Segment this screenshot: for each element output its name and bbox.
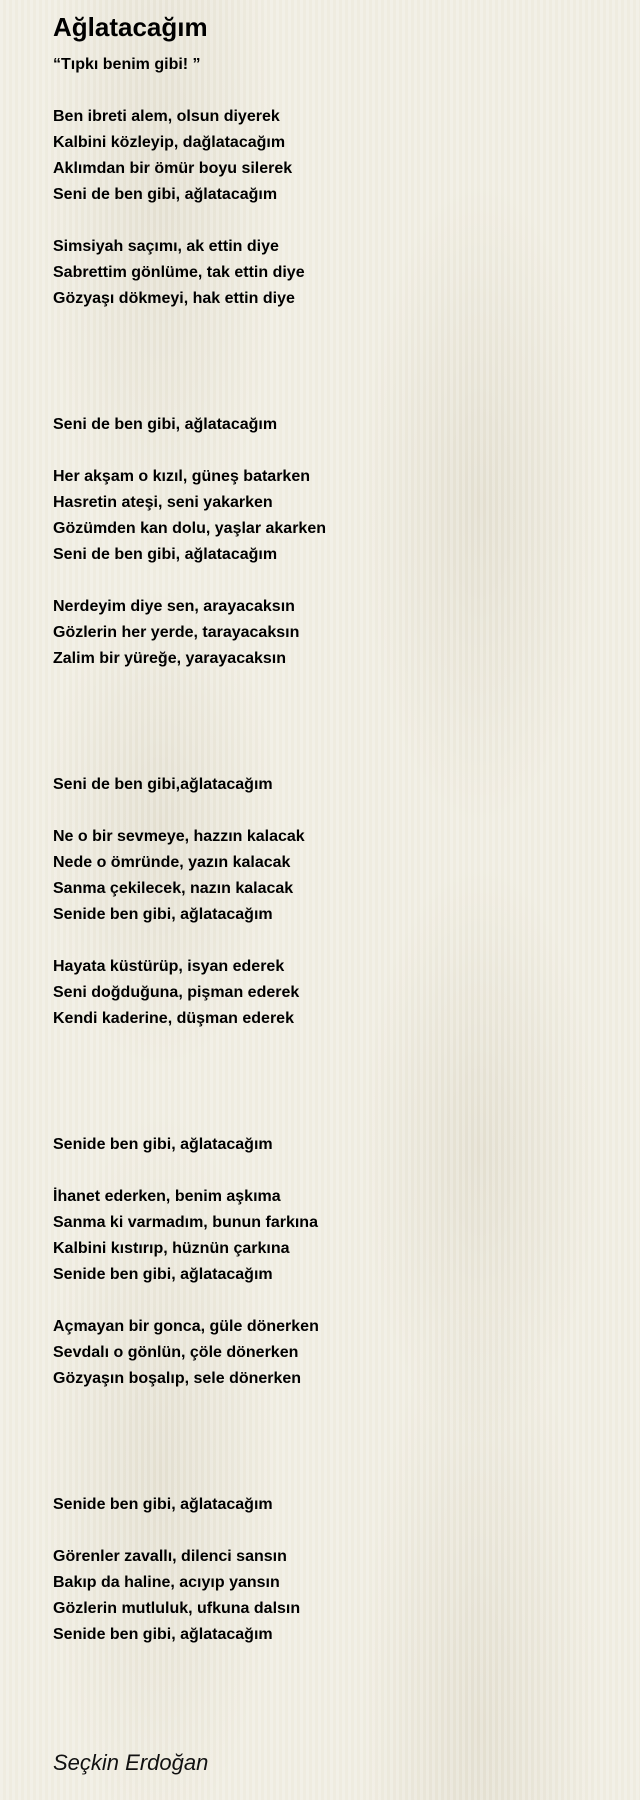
- stanza-spacer: [53, 1518, 613, 1544]
- stanza-spacer: [53, 672, 613, 772]
- poem-line: Kendi kaderine, düşman ederek: [53, 1010, 294, 1027]
- poem-body: [53, 104, 613, 1748]
- stanza: [53, 104, 613, 208]
- poem-line: Ne o bir sevmeye, hazzın kalacak: [53, 828, 305, 845]
- poem-line: Senide ben gibi, ağlatacağım: [53, 1626, 273, 1643]
- stanza: [53, 1314, 613, 1392]
- poem-line: Senide ben gibi, ağlatacağım: [53, 1496, 273, 1513]
- poem-line: Sabrettim gönlüme, tak ettin diye: [53, 264, 305, 281]
- poem-dedication: “Tıpkı benim gibi! ”: [53, 56, 201, 73]
- poem-line: Nerdeyim diye sen, arayacaksın: [53, 598, 295, 615]
- stanza-spacer: [53, 1288, 613, 1314]
- stanza-spacer: [53, 438, 613, 464]
- stanza: [53, 954, 613, 1032]
- stanza-spacer: [53, 1648, 613, 1748]
- poem-line: Her akşam o kızıl, güneş batarken: [53, 468, 310, 485]
- poem-line: Sanma çekilecek, nazın kalacak: [53, 880, 294, 897]
- stanza-spacer: [53, 1032, 613, 1132]
- poem-line: Gözyaşı dökmeyi, hak ettin diye: [53, 290, 295, 307]
- stanza-spacer: [53, 928, 613, 954]
- stanza-spacer: [53, 1158, 613, 1184]
- stanza: [53, 412, 613, 438]
- poem-line: Seni de ben gibi, ağlatacağım: [53, 546, 278, 563]
- stanza: [53, 1544, 613, 1648]
- stanza: [53, 464, 613, 568]
- poem-line: Görenler zavallı, dilenci sansın: [53, 1548, 287, 1565]
- poem-line: Seni de ben gibi, ağlatacağım: [53, 416, 278, 433]
- stanza-spacer: [53, 208, 613, 234]
- stanza-spacer: [53, 1392, 613, 1492]
- poem-line: İhanet ederken, benim aşkıma: [53, 1188, 281, 1205]
- stanza-spacer: [53, 312, 613, 412]
- poem-line: Simsiyah saçımı, ak ettin diye: [53, 238, 279, 255]
- stanza-spacer: [53, 568, 613, 594]
- poem-line: Seni de ben gibi, ağlatacağım: [53, 186, 278, 203]
- poem-line: Sanma ki varmadım, bunun farkına: [53, 1214, 318, 1231]
- poem-line: Senide ben gibi, ağlatacağım: [53, 1136, 273, 1153]
- poem-line: Senide ben gibi, ağlatacağım: [53, 1266, 273, 1283]
- poem-line: Hayata küstürüp, isyan ederek: [53, 958, 285, 975]
- stanza: [53, 772, 613, 798]
- poem-line: Ben ibreti alem, olsun diyerek: [53, 108, 280, 125]
- poem-line: Açmayan bir gonca, güle dönerken: [53, 1318, 319, 1335]
- stanza: [53, 1184, 613, 1288]
- poem-line: Gözümden kan dolu, yaşlar akarken: [53, 520, 326, 537]
- poem-line: Aklımdan bir ömür boyu silerek: [53, 160, 293, 177]
- poem-page: [53, 10, 613, 1778]
- poem-line: Seni doğduğuna, pişman ederek: [53, 984, 300, 1001]
- stanza-spacer: [53, 798, 613, 824]
- poem-line: Kalbini közleyip, dağlatacağım: [53, 134, 286, 151]
- stanza: [53, 824, 613, 928]
- poem-line: Hasretin ateşi, seni yakarken: [53, 494, 273, 511]
- poem-line: Zalim bir yüreğe, yarayacaksın: [53, 650, 287, 667]
- spacer: [53, 78, 613, 104]
- stanza: [53, 1132, 613, 1158]
- poem-line: Gözlerin her yerde, tarayacaksın: [53, 624, 300, 641]
- poem-line: Senide ben gibi, ağlatacağım: [53, 906, 273, 923]
- stanza: [53, 594, 613, 672]
- stanza: [53, 1492, 613, 1518]
- poem-title: Ağlatacağım: [53, 12, 208, 42]
- poem-line: Bakıp da haline, acıyıp yansın: [53, 1574, 280, 1591]
- poem-line: Gözlerin mutluluk, ufkuna dalsın: [53, 1600, 301, 1617]
- poem-line: Sevdalı o gönlün, çöle dönerken: [53, 1344, 299, 1361]
- stanza: [53, 234, 613, 312]
- poem-line: Nede o ömründe, yazın kalacak: [53, 854, 291, 871]
- poem-line: Kalbini kıstırıp, hüznün çarkına: [53, 1240, 290, 1257]
- poem-author: Seçkin Erdoğan: [53, 1750, 209, 1775]
- poem-line: Seni de ben gibi,ağlatacağım: [53, 776, 273, 793]
- poem-line: Gözyaşın boşalıp, sele dönerken: [53, 1370, 302, 1387]
